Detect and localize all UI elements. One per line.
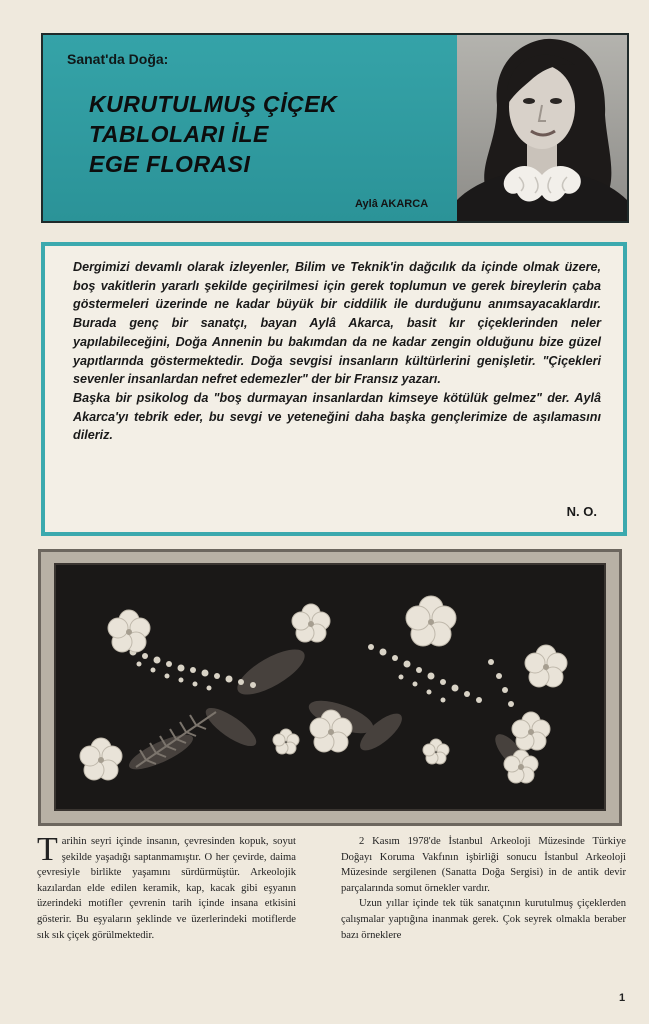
article-title-line-2: TABLOLARI İLE (89, 121, 269, 147)
article-title-line-3: EGE FLORASI (89, 151, 251, 177)
intro-paragraph-2: Başka bir psikolog da "boş durmayan insanlardan kimseye kötülük gelmez" der. Aylâ Akarca'yı tebrik eder, bu sevgi ve yeteneğini daha başka gençlerimize de aşılamasını dileriz. (73, 390, 601, 443)
article-header (41, 33, 629, 223)
drop-cap: T (37, 831, 58, 868)
body-paragraph-right-1: 2 Kasım 1978'de İstanbul Arkeoloji Müzesinde Türkiye Doğayı Koruma Vakfının işbirliği sonucu İstanbul Arkeoloji Müzesinde sergilenen (Sanatta Doğa Sergisi) in de antik devir parçalarında somut örnekler vardır. (341, 836, 626, 894)
body-paragraph-left (37, 831, 296, 943)
body-column-left (37, 831, 296, 943)
page-number: 1 (619, 992, 626, 1004)
section-kicker: Sanat'da Doğa: (67, 51, 169, 67)
intro-paragraph-1: Dergimizi devamlı olarak izleyenler, Bilim ve Teknik'in dağcılık da içinde olmak üzere, boş vakitlerin yararlı şekilde geçirilmesi için gerek toplumun ve gerek bireylerin çaba göstermeleri üzerinde ne kadar büyük bir ciddilik ile durduğunu anımsayacaklardır. Burada genç bir sanatçı, bayan Aylâ Akarca, basit kır çiçeklerinden neler yapılabileceğini, Doğa Annenin bu bakımdan da ne kadar zengin olduğunu bize güzel yapıtlarında göstermektedir. Doğa sevgisi insanların kültürlerini genişletir. "Çiçekleri sevenler insanlardan nefret edemezler" der bir Fransız yazarı. (73, 260, 601, 387)
author-byline: Aylâ AKARCA (355, 198, 429, 210)
intro-text (73, 258, 601, 445)
dried-flower-artwork-photo (38, 549, 622, 826)
author-portrait-photo (457, 35, 627, 221)
body-column-right (341, 834, 626, 943)
article-title-line-1: KURUTULMUŞ ÇİÇEK (89, 91, 338, 117)
body-paragraph-left-text: arihin seyri içinde insanın, çevresinden kopuk, soyut şekilde yaşadığı saptanmamıştır. O her çevirde, daima çevresiyle birlikte yaşamını sürdürmüştür. Arkeolojik kazılardan elde edilen keramik, kap, kacak gibi eşyanın üzerindeki motifler çevrenin tarih içinde insana etkisini gösterir. Bu eşyaların şeklinde ve üzerlerindeki motiflerde sık sık çiçek görülmektedir. (37, 836, 296, 941)
header-title-panel (43, 35, 457, 221)
editor-intro-box (41, 242, 627, 536)
editor-signature: N. O. (566, 504, 597, 519)
body-paragraph-right-2: Uzun yıllar içinde tek tük sanatçının kurutulmuş çiçeklerden çalışmalar yaptığına inanmak gerek. Çok seyrek olmakla beraber bazı örneklere (341, 898, 626, 941)
